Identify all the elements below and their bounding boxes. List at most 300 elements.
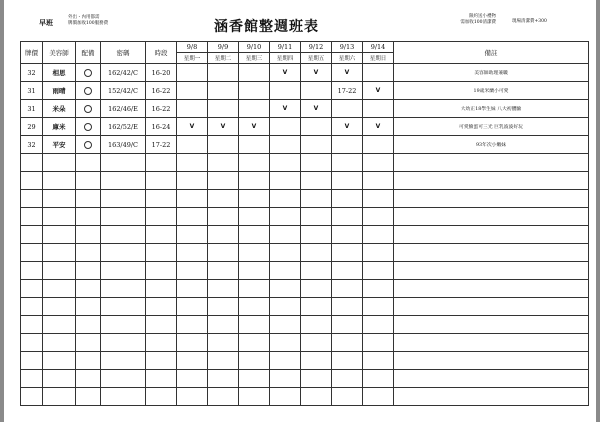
empty-cell	[332, 334, 363, 352]
empty-table-row	[21, 226, 589, 244]
time-cell: 16-24	[146, 118, 177, 136]
empty-cell	[208, 298, 239, 316]
empty-cell	[394, 316, 589, 334]
empty-cell	[43, 334, 76, 352]
empty-cell	[177, 226, 208, 244]
empty-cell	[270, 262, 301, 280]
table-row	[21, 118, 589, 136]
empty-table-row	[21, 172, 589, 190]
empty-cell	[208, 226, 239, 244]
remark-cell: 可愛臉蛋可三光 巨乳波波好玩	[394, 118, 589, 136]
empty-cell	[332, 226, 363, 244]
day-date-header: 9/14	[363, 42, 394, 53]
empty-cell	[76, 262, 101, 280]
empty-cell	[101, 370, 146, 388]
day-cell: V	[177, 118, 208, 136]
empty-cell	[363, 154, 394, 172]
empty-cell	[301, 226, 332, 244]
empty-cell	[301, 316, 332, 334]
empty-cell	[394, 154, 589, 172]
empty-cell	[363, 172, 394, 190]
code-cell: 152/42/C	[101, 82, 146, 100]
empty-cell	[332, 208, 363, 226]
empty-cell	[76, 352, 101, 370]
empty-cell	[239, 280, 270, 298]
empty-cell	[76, 316, 101, 334]
day-cell	[239, 82, 270, 100]
day-cell: 17-22	[332, 82, 363, 100]
circle-icon	[84, 123, 92, 131]
table-row	[21, 64, 589, 82]
empty-cell	[146, 388, 177, 406]
day-cell	[363, 100, 394, 118]
empty-cell	[21, 334, 43, 352]
empty-cell	[239, 334, 270, 352]
service-fee-note-line-1: 外出・內用都需	[68, 15, 100, 20]
empty-cell	[270, 154, 301, 172]
empty-cell	[301, 298, 332, 316]
equip-cell	[76, 136, 101, 154]
empty-cell	[332, 370, 363, 388]
day-cell: V	[332, 118, 363, 136]
empty-cell	[146, 226, 177, 244]
empty-cell	[101, 244, 146, 262]
empty-cell	[239, 172, 270, 190]
equip-cell	[76, 100, 101, 118]
day-cell: V	[363, 82, 394, 100]
price-cell: 31	[21, 82, 43, 100]
empty-cell	[394, 208, 589, 226]
day-cell	[177, 100, 208, 118]
circle-icon	[84, 87, 92, 95]
empty-cell	[394, 298, 589, 316]
empty-cell	[43, 262, 76, 280]
empty-cell	[43, 226, 76, 244]
day-cell	[208, 136, 239, 154]
code-cell: 162/42/C	[101, 64, 146, 82]
day-date-header: 9/8	[177, 42, 208, 53]
table-row	[21, 82, 589, 100]
empty-cell	[332, 154, 363, 172]
empty-table-row	[21, 352, 589, 370]
empty-cell	[146, 316, 177, 334]
empty-cell	[146, 298, 177, 316]
day-cell: V	[301, 100, 332, 118]
empty-cell	[101, 226, 146, 244]
empty-cell	[363, 370, 394, 388]
empty-cell	[301, 370, 332, 388]
empty-cell	[21, 316, 43, 334]
empty-cell	[270, 190, 301, 208]
empty-cell	[21, 208, 43, 226]
empty-cell	[363, 334, 394, 352]
empty-table-row	[21, 262, 589, 280]
day-cell	[208, 82, 239, 100]
empty-cell	[21, 226, 43, 244]
empty-cell	[301, 388, 332, 406]
empty-cell	[146, 190, 177, 208]
price-cell: 32	[21, 136, 43, 154]
empty-table-row	[21, 244, 589, 262]
price-cell: 32	[21, 64, 43, 82]
day-cell	[270, 136, 301, 154]
empty-cell	[301, 262, 332, 280]
day-cell	[363, 136, 394, 154]
empty-cell	[76, 190, 101, 208]
day-cell	[332, 136, 363, 154]
empty-cell	[239, 370, 270, 388]
empty-cell	[208, 352, 239, 370]
empty-cell	[239, 226, 270, 244]
empty-cell	[21, 172, 43, 190]
empty-cell	[146, 280, 177, 298]
empty-table-row	[21, 190, 589, 208]
empty-cell	[76, 154, 101, 172]
empty-cell	[21, 388, 43, 406]
remark-cell: 美容師助理兼職	[394, 64, 589, 82]
empty-cell	[270, 280, 301, 298]
day-cell	[239, 64, 270, 82]
circle-icon	[84, 141, 92, 149]
empty-cell	[363, 316, 394, 334]
column-header-equip: 配備	[76, 42, 101, 64]
empty-table-row	[21, 334, 589, 352]
empty-cell	[394, 370, 589, 388]
empty-cell	[394, 262, 589, 280]
empty-cell	[239, 388, 270, 406]
day-cell	[270, 82, 301, 100]
empty-table-row	[21, 316, 589, 334]
empty-cell	[270, 352, 301, 370]
empty-cell	[43, 244, 76, 262]
empty-cell	[239, 298, 270, 316]
empty-cell	[239, 316, 270, 334]
empty-cell	[146, 352, 177, 370]
price-cell: 31	[21, 100, 43, 118]
empty-cell	[363, 190, 394, 208]
empty-cell	[76, 298, 101, 316]
empty-cell	[76, 172, 101, 190]
code-cell: 162/46/E	[101, 100, 146, 118]
empty-cell	[301, 154, 332, 172]
day-weekday-header: 星期日	[363, 53, 394, 64]
empty-cell	[332, 388, 363, 406]
equip-cell	[76, 118, 101, 136]
empty-cell	[76, 388, 101, 406]
empty-cell	[394, 226, 589, 244]
empty-cell	[101, 262, 146, 280]
empty-cell	[146, 370, 177, 388]
gift-fee-note	[438, 14, 496, 26]
empty-cell	[21, 154, 43, 172]
gift-fee-note-line-1: 限約送小禮物	[469, 14, 496, 19]
day-cell: V	[270, 100, 301, 118]
day-cell	[239, 100, 270, 118]
empty-cell	[394, 280, 589, 298]
stylist-name-cell: 相思	[43, 64, 76, 82]
empty-cell	[394, 388, 589, 406]
column-header-stylist: 美容師	[43, 42, 76, 64]
empty-cell	[239, 154, 270, 172]
empty-table-row	[21, 370, 589, 388]
empty-cell	[394, 334, 589, 352]
empty-cell	[239, 352, 270, 370]
empty-cell	[101, 154, 146, 172]
empty-cell	[270, 172, 301, 190]
day-cell	[301, 82, 332, 100]
time-cell: 16-22	[146, 82, 177, 100]
empty-cell	[21, 262, 43, 280]
empty-cell	[177, 280, 208, 298]
service-fee-note-line-2: 牌價加收100服務費	[68, 21, 109, 26]
empty-cell	[208, 316, 239, 334]
schedule-table	[20, 41, 589, 406]
empty-cell	[177, 388, 208, 406]
empty-cell	[363, 262, 394, 280]
empty-cell	[101, 298, 146, 316]
page-title: 涵香館整週班表	[214, 19, 319, 35]
service-fee-note	[68, 15, 108, 27]
empty-cell	[363, 208, 394, 226]
empty-cell	[76, 226, 101, 244]
empty-cell	[146, 172, 177, 190]
empty-cell	[270, 208, 301, 226]
day-weekday-header: 星期二	[208, 53, 239, 64]
empty-cell	[101, 280, 146, 298]
empty-table-row	[21, 298, 589, 316]
empty-cell	[239, 208, 270, 226]
empty-cell	[21, 298, 43, 316]
day-date-header: 9/9	[208, 42, 239, 53]
empty-cell	[363, 226, 394, 244]
empty-cell	[101, 316, 146, 334]
table-row	[21, 136, 589, 154]
empty-cell	[394, 244, 589, 262]
day-cell	[177, 82, 208, 100]
empty-cell	[21, 190, 43, 208]
empty-cell	[208, 190, 239, 208]
empty-cell	[239, 262, 270, 280]
empty-table-row	[21, 208, 589, 226]
empty-cell	[177, 208, 208, 226]
empty-cell	[270, 370, 301, 388]
equip-cell	[76, 82, 101, 100]
stylist-name-cell: 平安	[43, 136, 76, 154]
empty-cell	[363, 352, 394, 370]
schedule-sheet	[4, 0, 596, 422]
empty-cell	[301, 244, 332, 262]
empty-cell	[76, 280, 101, 298]
day-cell: V	[363, 118, 394, 136]
empty-cell	[101, 172, 146, 190]
empty-cell	[301, 190, 332, 208]
empty-cell	[177, 298, 208, 316]
empty-cell	[43, 190, 76, 208]
day-weekday-header: 星期一	[177, 53, 208, 64]
empty-cell	[146, 154, 177, 172]
empty-cell	[177, 172, 208, 190]
equip-cell	[76, 64, 101, 82]
empty-cell	[270, 226, 301, 244]
stylist-name-cell: 米朵	[43, 100, 76, 118]
empty-cell	[101, 208, 146, 226]
empty-cell	[270, 298, 301, 316]
empty-cell	[332, 298, 363, 316]
empty-cell	[332, 280, 363, 298]
day-cell	[301, 118, 332, 136]
empty-cell	[208, 208, 239, 226]
column-header-time: 時段	[146, 42, 177, 64]
empty-cell	[332, 244, 363, 262]
empty-cell	[208, 154, 239, 172]
empty-cell	[101, 190, 146, 208]
empty-cell	[177, 262, 208, 280]
empty-cell	[363, 298, 394, 316]
empty-cell	[76, 244, 101, 262]
empty-cell	[363, 244, 394, 262]
day-date-header: 9/10	[239, 42, 270, 53]
empty-cell	[43, 208, 76, 226]
remark-cell: 19歲米蘭小可愛	[394, 82, 589, 100]
stylist-name-cell: 庫米	[43, 118, 76, 136]
time-cell: 17-22	[146, 136, 177, 154]
empty-cell	[146, 208, 177, 226]
day-cell: V	[332, 64, 363, 82]
empty-cell	[208, 388, 239, 406]
day-cell: V	[301, 64, 332, 82]
empty-cell	[43, 280, 76, 298]
empty-cell	[208, 370, 239, 388]
day-cell	[177, 136, 208, 154]
day-cell	[301, 136, 332, 154]
empty-cell	[76, 370, 101, 388]
empty-table-row	[21, 388, 589, 406]
day-cell	[332, 100, 363, 118]
empty-cell	[394, 172, 589, 190]
empty-cell	[301, 172, 332, 190]
empty-cell	[177, 244, 208, 262]
shift-label: 早班	[39, 18, 53, 27]
empty-cell	[177, 154, 208, 172]
empty-cell	[394, 352, 589, 370]
empty-cell	[76, 334, 101, 352]
empty-cell	[332, 190, 363, 208]
empty-cell	[43, 370, 76, 388]
day-weekday-header: 星期三	[239, 53, 270, 64]
empty-cell	[270, 388, 301, 406]
day-weekday-header: 星期四	[270, 53, 301, 64]
empty-cell	[301, 334, 332, 352]
empty-cell	[332, 262, 363, 280]
empty-cell	[239, 190, 270, 208]
empty-cell	[43, 388, 76, 406]
day-cell	[363, 64, 394, 82]
empty-cell	[177, 190, 208, 208]
remark-cell: 93年次小嫩妹	[394, 136, 589, 154]
day-cell: V	[239, 118, 270, 136]
empty-cell	[301, 280, 332, 298]
time-cell: 16-20	[146, 64, 177, 82]
day-weekday-header: 星期六	[332, 53, 363, 64]
empty-cell	[146, 262, 177, 280]
empty-cell	[43, 172, 76, 190]
empty-table-row	[21, 280, 589, 298]
price-cell: 29	[21, 118, 43, 136]
empty-cell	[363, 388, 394, 406]
empty-cell	[101, 352, 146, 370]
stylist-name-cell: 雨晴	[43, 82, 76, 100]
remark-cell: 大幼正18學生妹 八大初體驗	[394, 100, 589, 118]
empty-cell	[301, 352, 332, 370]
day-cell	[177, 64, 208, 82]
column-header-remark: 備註	[394, 42, 589, 64]
day-weekday-header: 星期五	[301, 53, 332, 64]
empty-cell	[43, 154, 76, 172]
empty-cell	[270, 244, 301, 262]
empty-cell	[332, 352, 363, 370]
empty-cell	[332, 172, 363, 190]
empty-cell	[394, 190, 589, 208]
empty-cell	[239, 244, 270, 262]
empty-cell	[301, 208, 332, 226]
day-date-header: 9/12	[301, 42, 332, 53]
day-date-header: 9/13	[332, 42, 363, 53]
empty-cell	[146, 244, 177, 262]
day-cell	[208, 100, 239, 118]
empty-table-row	[21, 154, 589, 172]
empty-cell	[177, 334, 208, 352]
day-date-header: 9/11	[270, 42, 301, 53]
cleaning-fee-note: 現場清潔費+300	[512, 19, 547, 24]
empty-cell	[101, 388, 146, 406]
empty-cell	[332, 316, 363, 334]
empty-cell	[208, 172, 239, 190]
empty-cell	[43, 298, 76, 316]
empty-cell	[21, 370, 43, 388]
empty-cell	[76, 208, 101, 226]
code-cell: 162/52/E	[101, 118, 146, 136]
day-cell: V	[270, 64, 301, 82]
empty-cell	[101, 334, 146, 352]
day-cell	[239, 136, 270, 154]
time-cell: 16-22	[146, 100, 177, 118]
empty-cell	[177, 316, 208, 334]
empty-cell	[177, 370, 208, 388]
empty-cell	[208, 244, 239, 262]
empty-cell	[270, 316, 301, 334]
column-header-price: 牌價	[21, 42, 43, 64]
day-cell	[208, 64, 239, 82]
column-header-code: 密碼	[101, 42, 146, 64]
empty-cell	[208, 334, 239, 352]
code-cell: 163/49/C	[101, 136, 146, 154]
day-cell	[270, 118, 301, 136]
empty-cell	[177, 352, 208, 370]
empty-cell	[208, 280, 239, 298]
day-cell: V	[208, 118, 239, 136]
empty-cell	[43, 316, 76, 334]
table-row	[21, 100, 589, 118]
empty-cell	[21, 352, 43, 370]
empty-cell	[21, 280, 43, 298]
empty-cell	[146, 334, 177, 352]
circle-icon	[84, 105, 92, 113]
empty-cell	[21, 244, 43, 262]
empty-cell	[208, 262, 239, 280]
gift-fee-note-line-2: 需加收100清潔費	[460, 20, 496, 25]
circle-icon	[84, 69, 92, 77]
empty-cell	[270, 334, 301, 352]
